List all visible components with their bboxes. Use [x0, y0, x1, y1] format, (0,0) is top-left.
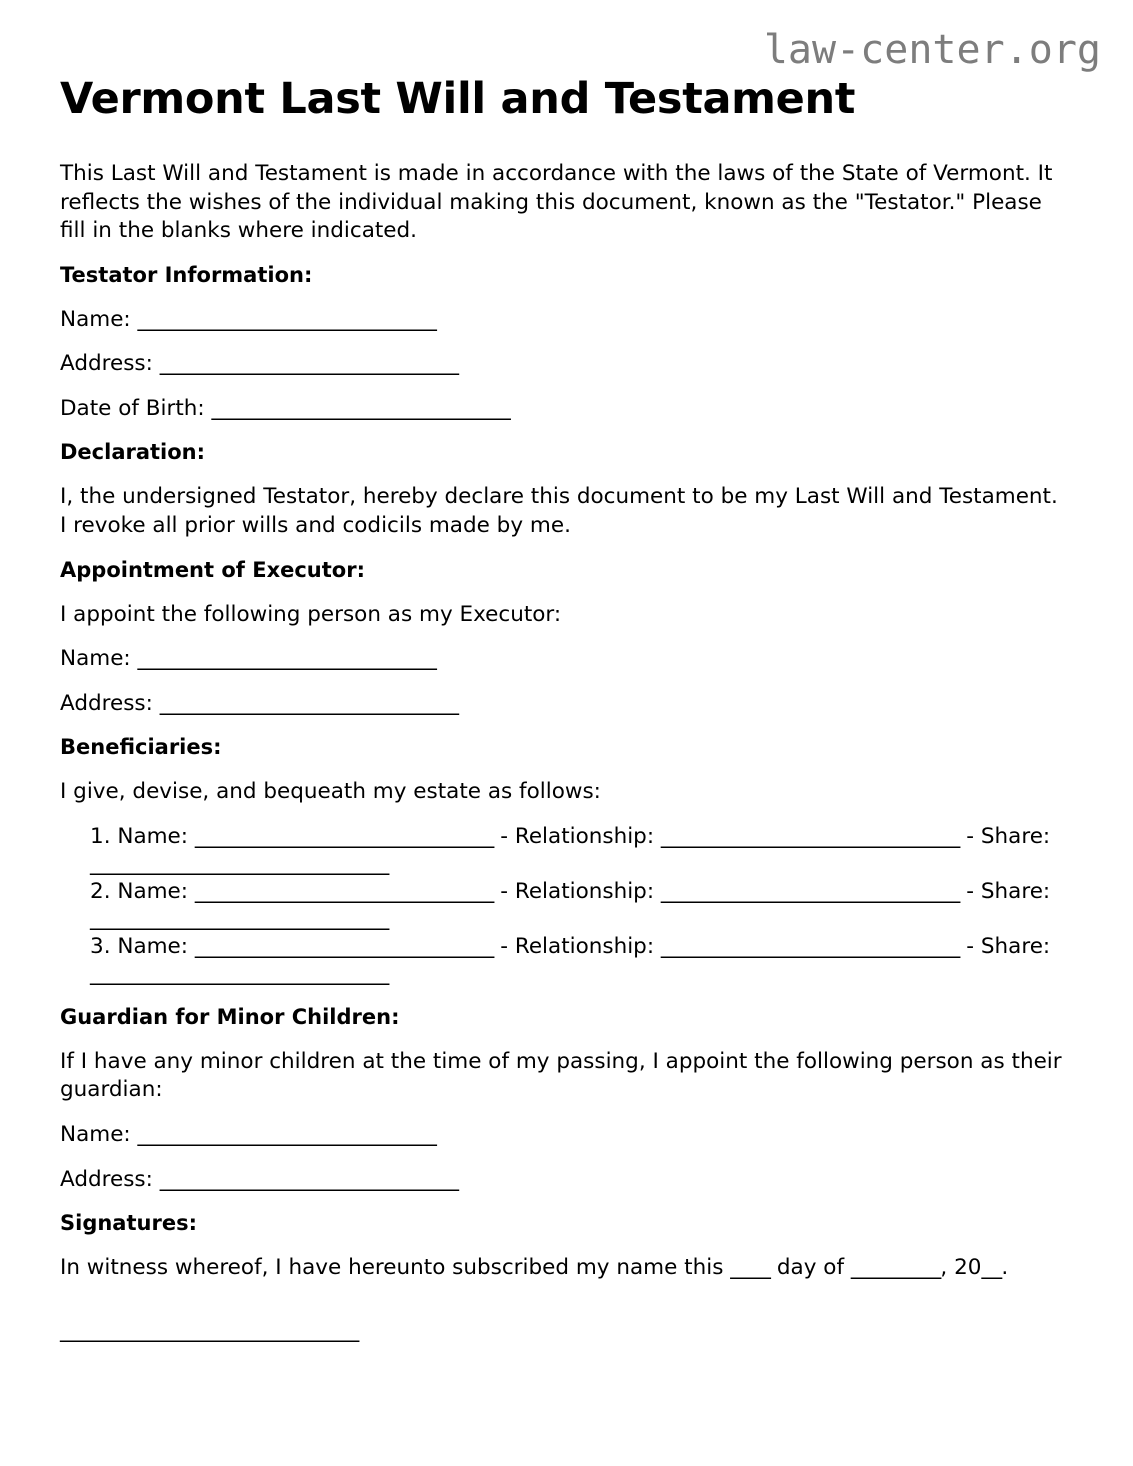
blank-beneficiary-3-share[interactable]: ______________________________ [90, 961, 389, 987]
blank-guardian-address[interactable]: ______________________________ [159, 1166, 459, 1192]
field-label: Address: [60, 1166, 153, 1192]
beneficiary-name-label: Name: [117, 823, 189, 849]
blank-testator-address[interactable]: ______________________________ [159, 351, 459, 377]
witness-year-prefix: , 20 [940, 1255, 982, 1281]
section-heading-declaration: Declaration: [60, 440, 206, 465]
list-item [90, 933, 1070, 988]
blank-signature-day[interactable]: ____ [730, 1255, 771, 1281]
witness-prefix: In witness whereof, I have hereunto subscribed my name this [60, 1255, 724, 1281]
section-heading-signatures: Signatures: [60, 1211, 197, 1236]
beneficiary-name-label: Name: [117, 933, 189, 959]
blank-executor-name[interactable]: ______________________________ [137, 646, 437, 672]
field-guardian-name [60, 1121, 1070, 1150]
beneficiary-relationship-label: - Relationship: [500, 823, 655, 849]
field-label: Address: [60, 690, 153, 716]
section-heading-testator: Testator Information: [60, 262, 313, 287]
guardian-paragraph: If I have any minor children at the time of my passing, I appoint the following person as their guardian: [60, 1048, 1062, 1103]
blank-beneficiary-2-relationship[interactable]: ______________________________ [660, 878, 960, 904]
field-label: Name: [60, 306, 131, 332]
field-label: Name: [60, 1122, 131, 1148]
document-body [60, 160, 1070, 1345]
field-executor-name [60, 645, 1070, 674]
section-heading-beneficiaries: Beneficiaries: [60, 735, 222, 760]
blank-beneficiary-2-name[interactable]: ______________________________ [194, 878, 494, 904]
witness-suffix: . [1001, 1255, 1009, 1281]
field-executor-address [60, 690, 1070, 719]
section-heading-executor: Appointment of Executor: [60, 557, 365, 582]
blank-beneficiary-3-relationship[interactable]: ______________________________ [660, 933, 960, 959]
beneficiary-relationship-label: - Relationship: [500, 878, 655, 904]
intro-paragraph: This Last Will and Testament is made in accordance with the laws of the State of Vermont. It reflects the wishes of the individual making this document, known as the "Testator." Please fill in the blanks where indicated. [60, 161, 1053, 244]
section-heading-guardian: Guardian for Minor Children: [60, 1004, 400, 1029]
field-label: Name: [60, 646, 131, 672]
declaration-paragraph: I, the undersigned Testator, hereby declare this document to be my Last Will and Testament. I revoke all prior wills and codicils made by me. [60, 484, 1058, 538]
beneficiary-share-label: - Share: [966, 823, 1051, 849]
beneficiary-share-label: - Share: [966, 878, 1051, 904]
blank-beneficiary-2-share[interactable]: ______________________________ [90, 906, 389, 932]
executor-paragraph: I appoint the following person as my Executor: [60, 601, 562, 627]
site-watermark: law-center.org [763, 27, 1101, 73]
field-label: Date of Birth: [60, 395, 205, 421]
witness-mid: day of [776, 1255, 845, 1281]
beneficiary-list [60, 823, 1070, 988]
beneficiary-relationship-label: - Relationship: [500, 933, 655, 959]
blank-beneficiary-1-share[interactable]: ______________________________ [90, 851, 389, 877]
field-testator-dob [60, 395, 1070, 424]
blank-signature-year[interactable]: __ [981, 1255, 1002, 1281]
blank-beneficiary-1-relationship[interactable]: ______________________________ [660, 823, 960, 849]
blank-testator-dob[interactable]: ______________________________ [211, 395, 511, 421]
field-testator-name [60, 306, 1070, 335]
beneficiary-share-label: - Share: [966, 933, 1051, 959]
list-item [90, 823, 1070, 878]
field-testator-address [60, 350, 1070, 379]
beneficiary-name-label: Name: [117, 878, 189, 904]
blank-executor-address[interactable]: ______________________________ [159, 690, 459, 716]
blank-guardian-name[interactable]: ______________________________ [137, 1122, 437, 1148]
blank-signature-testator[interactable]: ______________________________ [60, 1317, 359, 1343]
witness-paragraph [60, 1254, 1070, 1283]
beneficiaries-paragraph: I give, devise, and bequeath my estate as follows: [60, 779, 601, 805]
list-item [90, 878, 1070, 933]
blank-testator-name[interactable]: ______________________________ [137, 306, 437, 332]
blank-signature-month[interactable]: _________ [850, 1255, 941, 1281]
page-title: Vermont Last Will and Testament [60, 74, 856, 124]
blank-beneficiary-3-name[interactable]: ______________________________ [194, 933, 494, 959]
field-guardian-address [60, 1166, 1070, 1195]
field-label: Address: [60, 351, 153, 377]
blank-beneficiary-1-name[interactable]: ______________________________ [194, 823, 494, 849]
